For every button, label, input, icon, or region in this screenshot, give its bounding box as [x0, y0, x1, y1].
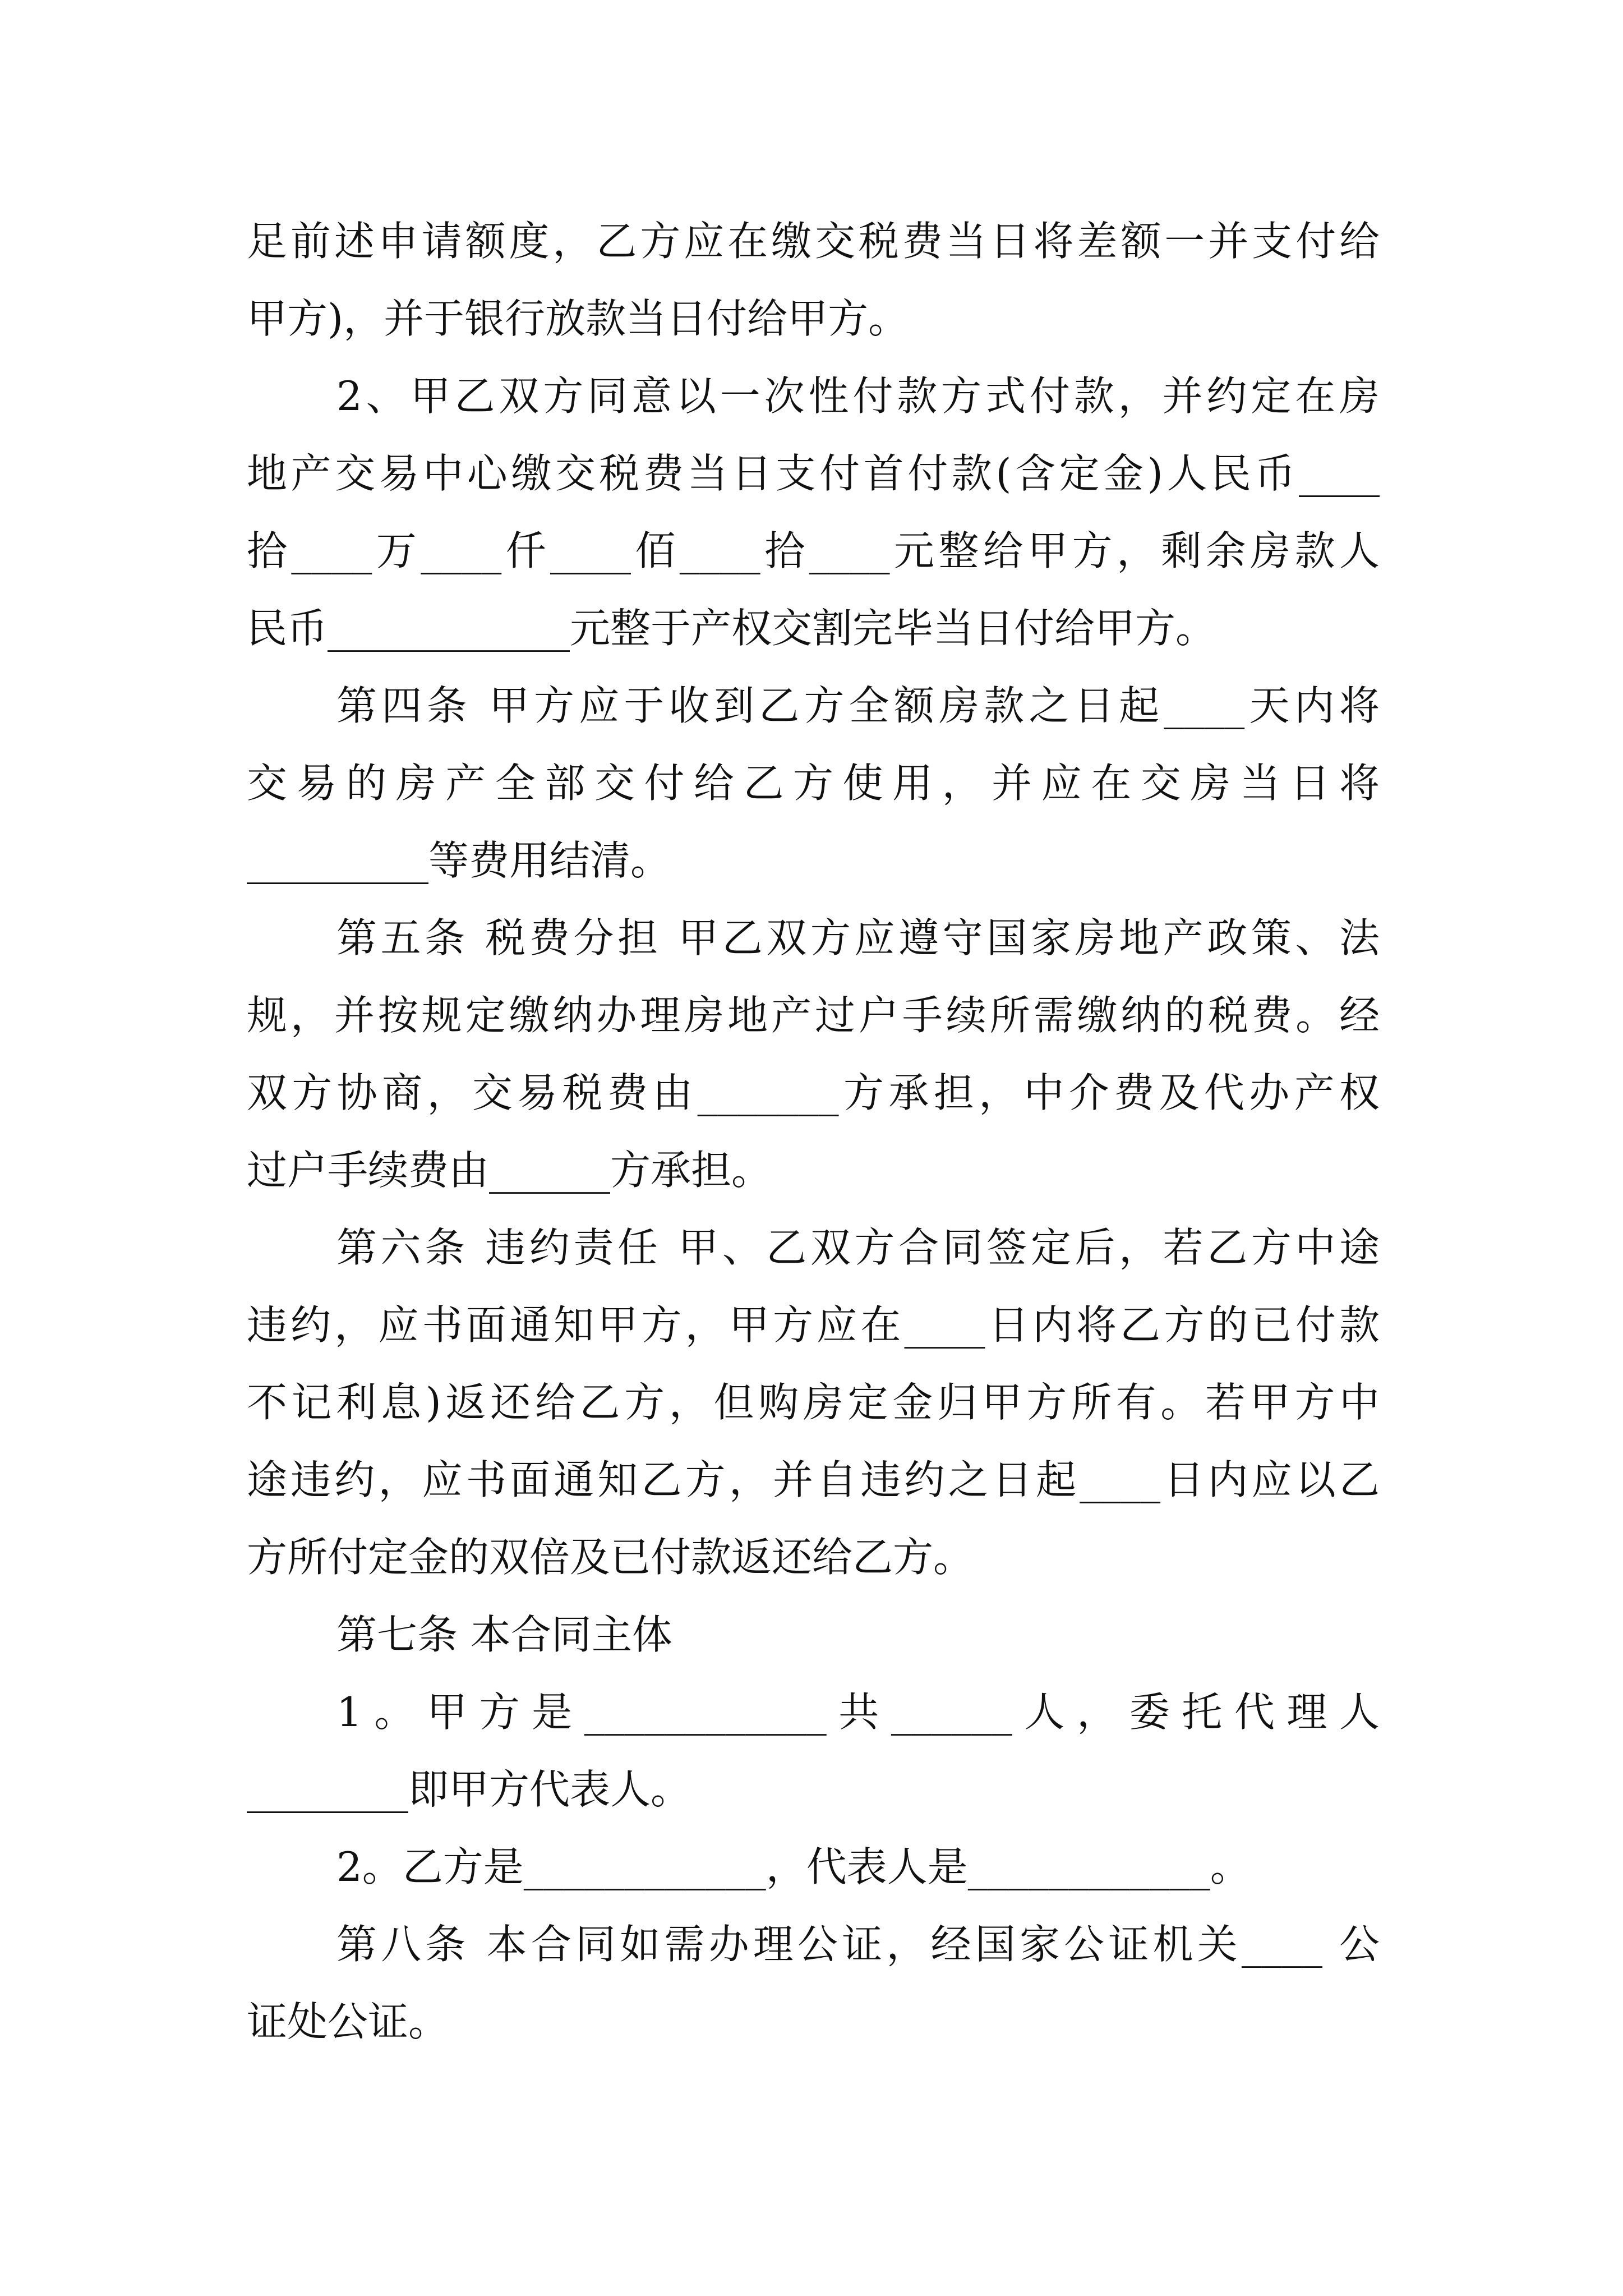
text-line: 第六条 违约责任 甲、乙双方合同签定后，若乙方中途 — [336, 1224, 1380, 1271]
text-line: 甲方)，并于银行放款当日付给甲方。 — [247, 295, 909, 342]
text-line: 第五条 税费分担 甲乙双方应遵守国家房地产政策、法 — [336, 914, 1380, 961]
text-line: 规，并按规定缴纳办理房地产过户手续所需缴纳的税费。经 — [247, 992, 1380, 1039]
text-line: 第四条 甲方应于收到乙方全额房款之日起____天内将 — [336, 682, 1380, 729]
text-line: 2、甲乙双方同意以一次性付款方式付款，并约定在房 — [336, 372, 1380, 420]
text-line: 途违约，应书面通知乙方，并自违约之日起____日内应以乙 — [247, 1456, 1380, 1503]
text-line: 违约，应书面通知甲方，甲方应在____日内将乙方的已付款 — [247, 1301, 1380, 1349]
text-line: 方所付定金的双倍及已付款返还给乙方。 — [247, 1534, 974, 1581]
text-line: 1。甲方是____________共______人，委托代理人 — [336, 1688, 1380, 1736]
text-line: 交易的房产全部交付给乙方使用，并应在交房当日将 — [247, 760, 1380, 807]
text-line: 证处公证。 — [247, 1998, 449, 2045]
text-line: 地产交易中心缴交税费当日支付首付款(含定金)人民币____ — [247, 450, 1380, 497]
text-line: 过户手续费由______方承担。 — [247, 1147, 772, 1194]
text-line: 拾____万____仟____佰____拾____元整给甲方，剩余房款人 — [247, 527, 1380, 574]
text-line: 双方协商，交易税费由_______方承担，中介费及代办产权 — [247, 1069, 1380, 1116]
text-line: ________即甲方代表人。 — [247, 1766, 691, 1813]
text-line: 足前述申请额度，乙方应在缴交税费当日将差额一并支付给 — [247, 218, 1380, 265]
text-line: _________等费用结清。 — [247, 837, 671, 884]
text-line: 2。乙方是____________，代表人是____________。 — [336, 1843, 1251, 1890]
text-line: 第七条 本合同主体 — [336, 1611, 672, 1658]
text-line: 第八条 本合同如需办理公证，经国家公证机关____ 公 — [336, 1921, 1380, 1968]
text-line: 不记利息)返还给乙方，但购房定金归甲方所有。若甲方中 — [247, 1379, 1380, 1426]
text-line: 民币____________元整于产权交割完毕当日付给甲方。 — [247, 605, 1216, 652]
